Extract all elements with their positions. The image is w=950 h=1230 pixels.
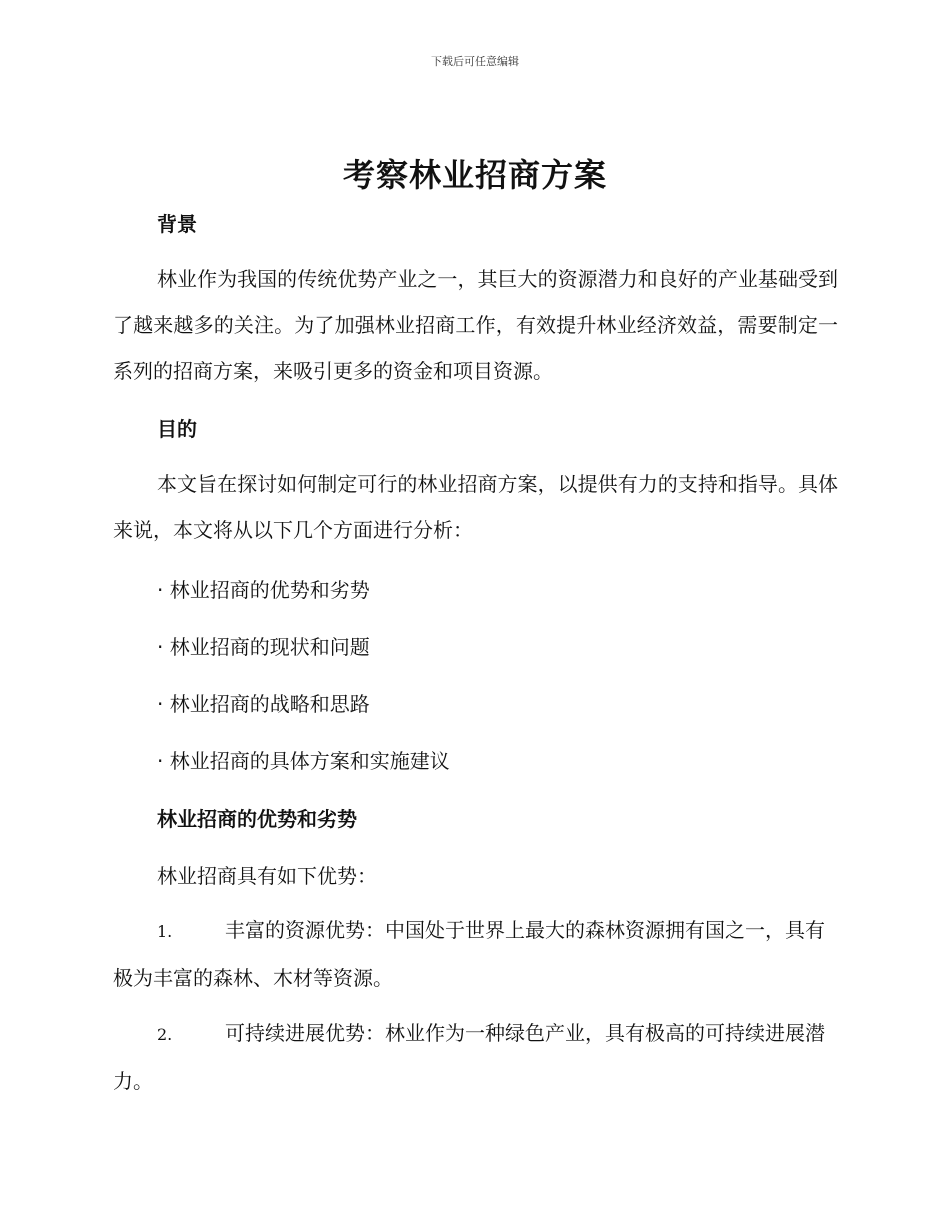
header-note: 下载后可任意编辑	[431, 55, 519, 68]
section-heading-purpose: 目的	[157, 417, 197, 441]
section-heading-advantages: 林业招商的优势和劣势	[157, 807, 357, 831]
list-item: · 林业招商的优势和劣势	[157, 578, 370, 602]
list-item: · 林业招商的现状和问题	[157, 635, 370, 659]
numbered-item	[113, 907, 838, 1001]
background-paragraph: 林业作为我国的传统优势产业之一，其巨大的资源潜力和良好的产业基础受到了越来越多的关注。为了加强林业招商工作，有效提升林业经济效益，需要制定一系列的招商方案，来吸引更多的资金和项目资源。	[113, 267, 838, 383]
document-title: 考察林业招商方案	[342, 156, 607, 194]
numbered-item	[113, 1010, 838, 1104]
item-number: 2.	[157, 1025, 173, 1044]
section-heading-background: 背景	[157, 212, 197, 236]
list-item: · 林业招商的具体方案和实施建议	[157, 749, 450, 773]
advantages-intro: 林业招商具有如下优势：	[157, 864, 377, 888]
list-item: · 林业招商的战略和思路	[157, 692, 370, 716]
item-text: 可持续进展优势：林业作为一种绿色产业，具有极高的可持续进展潜力。	[113, 1021, 825, 1093]
item-text: 丰富的资源优势：中国处于世界上最大的森林资源拥有国之一，具有极为丰富的森林、木材等资源。	[113, 918, 825, 990]
item-number: 1.	[157, 922, 173, 941]
purpose-paragraph: 本文旨在探讨如何制定可行的林业招商方案，以提供有力的支持和指导。具体来说，本文将从以下几个方面进行分析：	[113, 472, 838, 542]
